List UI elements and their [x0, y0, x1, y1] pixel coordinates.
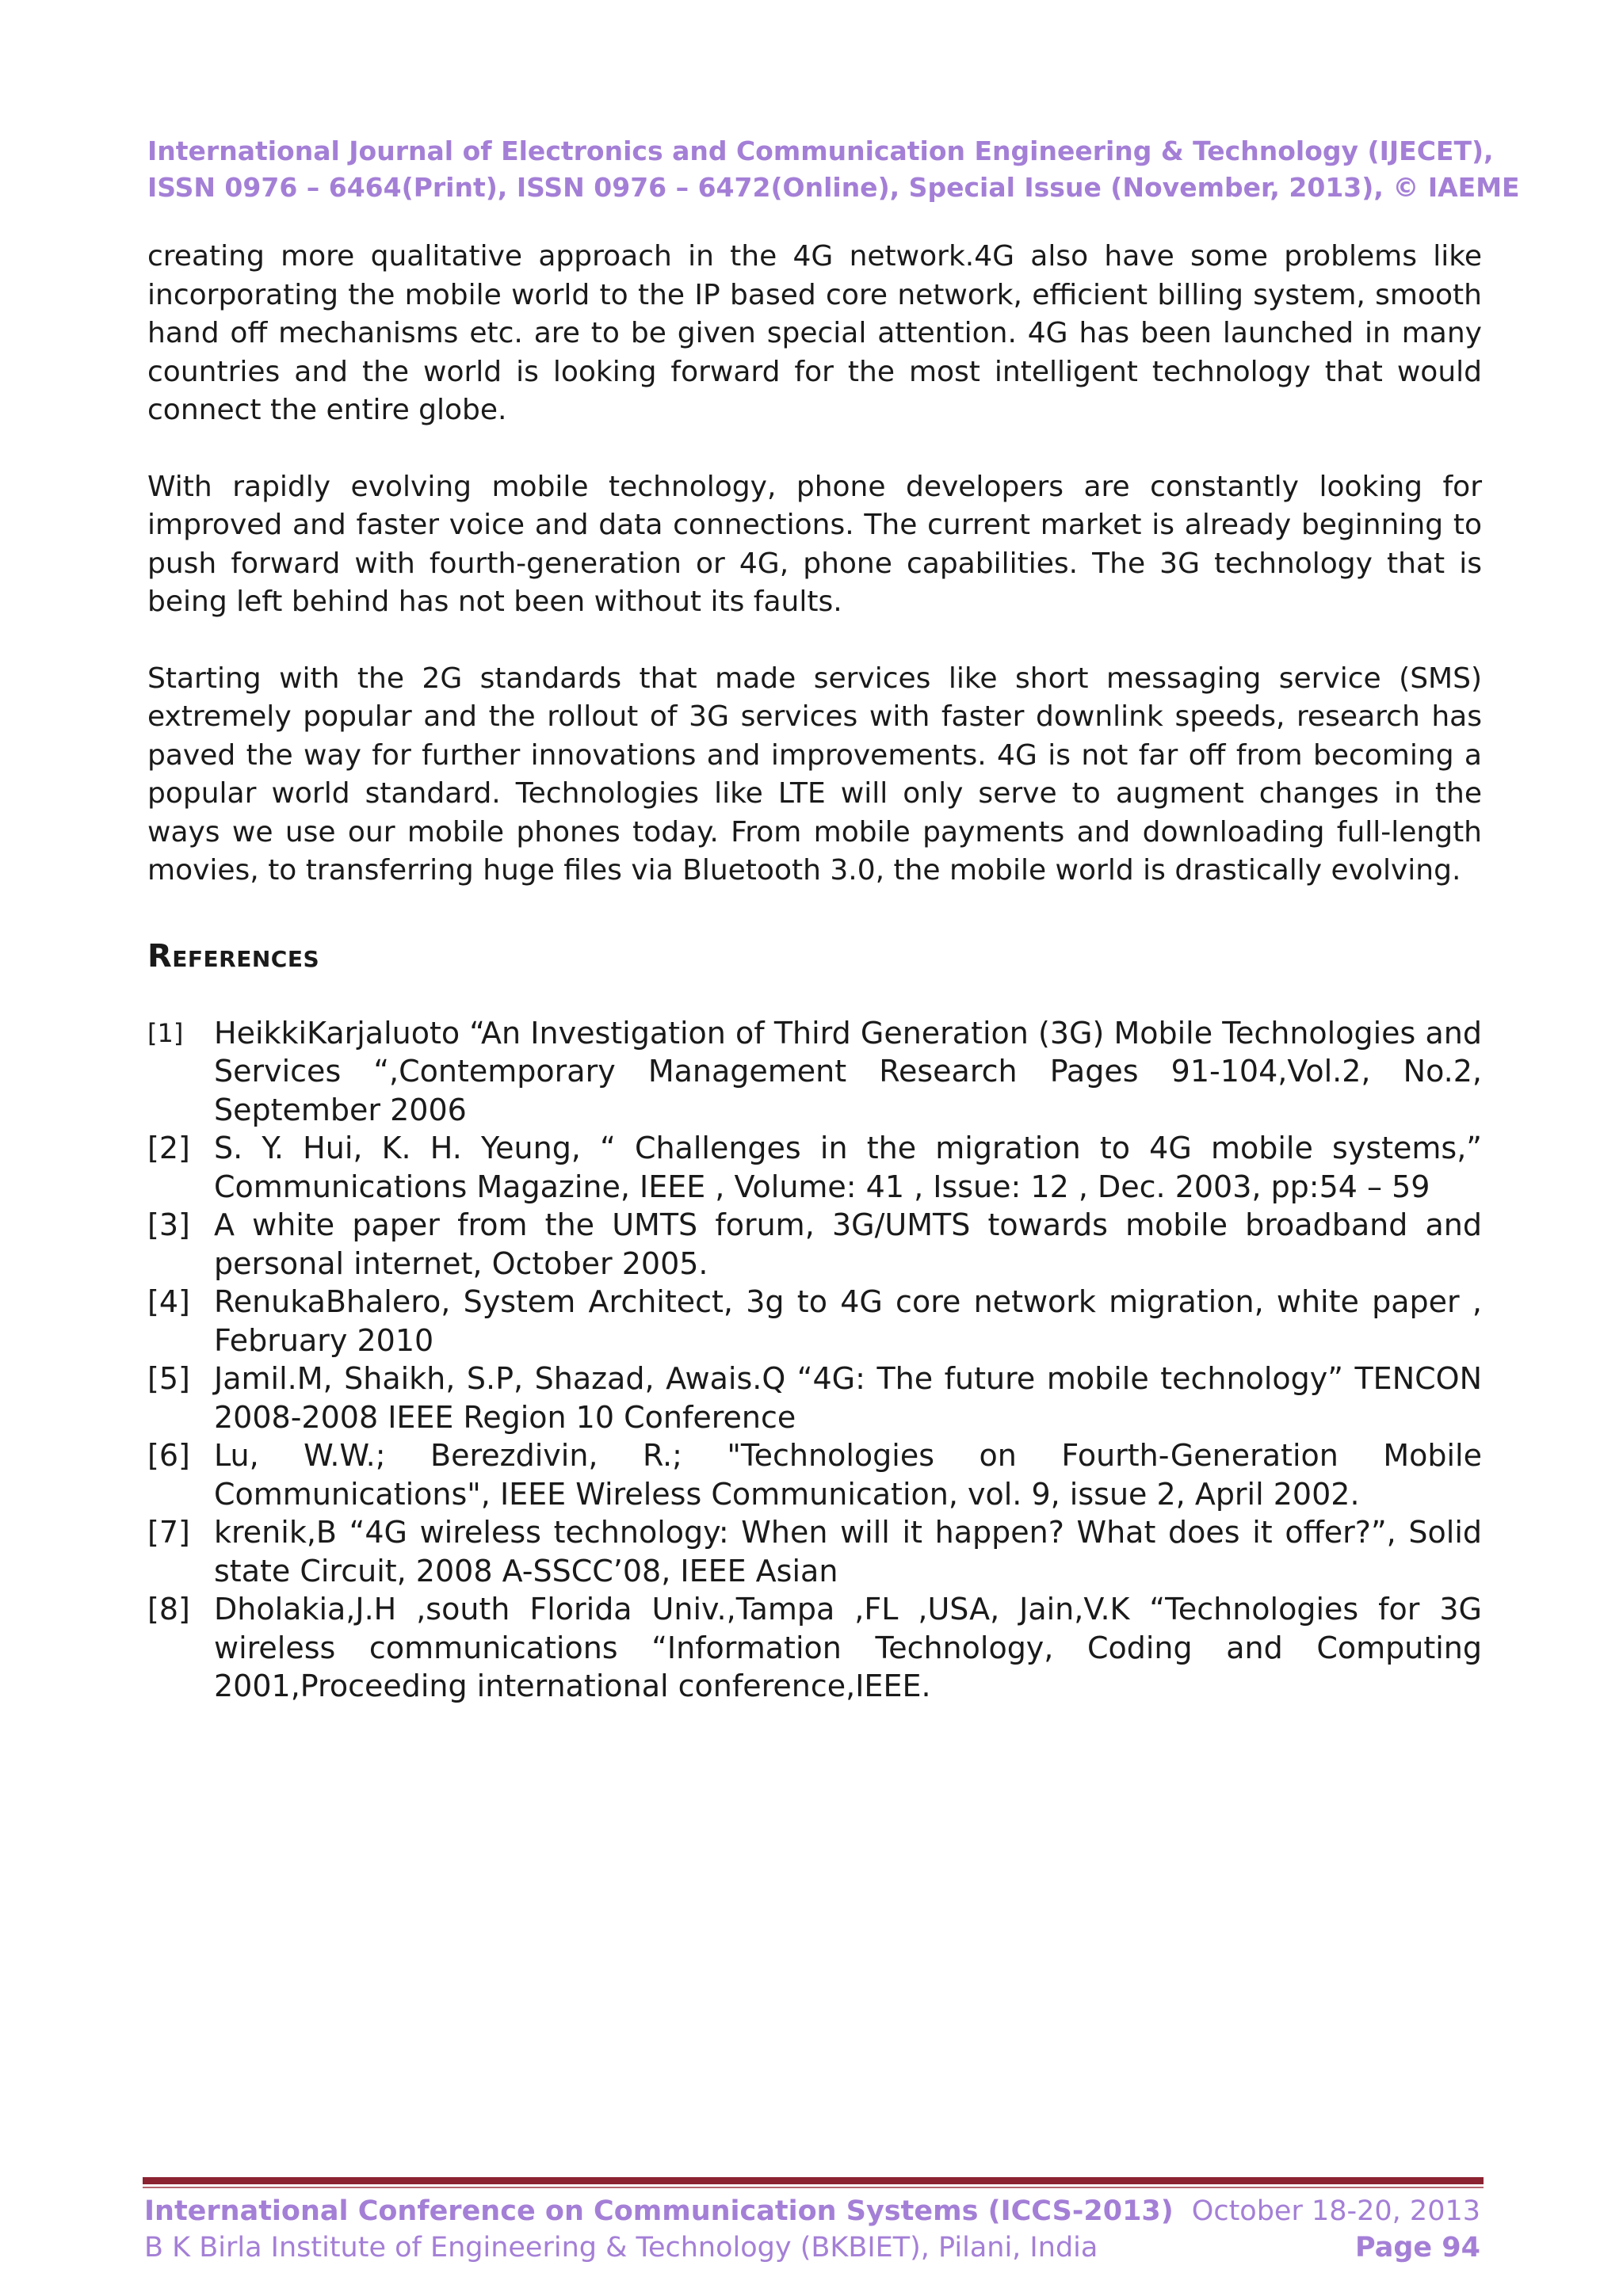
reference-text: A white paper from the UMTS forum, 3G/UMTS towards mobile broadband and personal internet, October 2005. — [214, 1207, 1482, 1281]
body-paragraph: With rapidly evolving mobile technology, phone developers are constantly looking for improved and faster voice and data connections. The current market is already beginning to push forward with fourth-generation or 4G, phone capabilities. The 3G technology that is being left behind has not been without its faults. — [147, 470, 1482, 618]
reference-item — [147, 1014, 1482, 1130]
footer-institute: B K Birla Institute of Engineering & Technology (BKBIET), Pilani, India — [144, 2232, 1098, 2264]
reference-item — [147, 1360, 1482, 1436]
journal-issn-line: ISSN 0976 – 6464(Print), ISSN 0976 – 6472(Online), Special Issue (November, 2013), © IAEME — [147, 172, 1520, 203]
reference-number: [6] — [147, 1438, 190, 1473]
reference-text: HeikkiKarjaluoto “An Investigation of Third Generation (3G) Mobile Technologies and Services “,Contemporary Management Research Pages 91-104,Vol.2, No.2, September 2006 — [214, 1015, 1482, 1127]
footer-dates: October 18-20, 2013 — [1191, 2195, 1480, 2227]
reference-text: RenukaBhalero, System Architect, 3g to 4G core network migration, white paper , February 2010 — [214, 1284, 1482, 1358]
reference-text: Jamil.M, Shaikh, S.P, Shazad, Awais.Q “4G: The future mobile technology” TENCON 2008-2008 IEEE Region 10 Conference — [214, 1361, 1482, 1435]
references-heading: References — [147, 937, 320, 974]
page-footer — [144, 2193, 1480, 2266]
reference-number: [8] — [147, 1592, 190, 1627]
body-paragraph: Starting with the 2G standards that made services like short messaging service (SMS) extremely popular and the rollout of 3G services with faster downlink speeds, research has paved the way for further innovations and improvements. 4G is not far off from becoming a popular world standard. Technologies like LTE will only serve to augment changes in the ways we use our mobile phones today. From mobile payments and downloading full-length movies, to transferring huge files via Bluetooth 3.0, the mobile world is drastically evolving. — [147, 662, 1482, 887]
reference-text: Dholakia,J.H ,south Florida Univ.,Tampa ,FL ,USA, Jain,V.K “Technologies for 3G wireless communications “Information Technology, Coding and Computing 2001,Proceeding international conference,IEEE. — [214, 1592, 1482, 1703]
footer-page-number: Page 94 — [1354, 2232, 1480, 2264]
footer-row-institute — [144, 2229, 1480, 2266]
page-body — [147, 238, 1482, 1706]
reference-number: [2] — [147, 1131, 190, 1165]
reference-number: [1] — [147, 1017, 184, 1048]
references-list — [147, 1014, 1482, 1706]
reference-number: [3] — [147, 1207, 190, 1242]
journal-title-line: International Journal of Electronics and Communication Engineering & Technology (IJECET), — [147, 135, 1494, 166]
footer-row-conference — [144, 2193, 1480, 2229]
reference-text: krenik,B “4G wireless technology: When will it happen? What does it offer?”, Solid state Circuit, 2008 A-SSCC’08, IEEE Asian — [214, 1515, 1482, 1589]
reference-number: [4] — [147, 1284, 190, 1319]
reference-item — [147, 1206, 1482, 1283]
reference-text: Lu, W.W.; Berezdivin, R.; "Technologies on Fourth-Generation Mobile Communications", IEEE Wireless Communication, vol. 9, issue 2, April 2002. — [214, 1438, 1482, 1512]
reference-item — [147, 1129, 1482, 1206]
reference-item — [147, 1590, 1482, 1706]
reference-item — [147, 1283, 1482, 1360]
reference-item — [147, 1513, 1482, 1590]
reference-text: S. Y. Hui, K. H. Yeung, “ Challenges in the migration to 4G mobile systems,” Communications Magazine, IEEE , Volume: 41 , Issue: 12 , Dec. 2003, pp:54 – 59 — [214, 1131, 1482, 1204]
footer-rule — [143, 2177, 1484, 2184]
reference-item — [147, 1436, 1482, 1513]
reference-number: [7] — [147, 1515, 190, 1550]
reference-number: [5] — [147, 1361, 190, 1396]
footer-rule-thin — [143, 2187, 1484, 2188]
body-paragraph: creating more qualitative approach in the 4G network.4G also have some problems like incorporating the mobile world to the IP based core network, efficient billing system, smooth hand off mechanisms etc. are to be given special attention. 4G has been launched in many countries and the world is looking forward for the most intelligent technology that would connect the entire globe. — [147, 240, 1482, 426]
footer-conference: International Conference on Communication Systems (ICCS-2013) — [144, 2195, 1174, 2227]
journal-header — [147, 133, 1520, 206]
